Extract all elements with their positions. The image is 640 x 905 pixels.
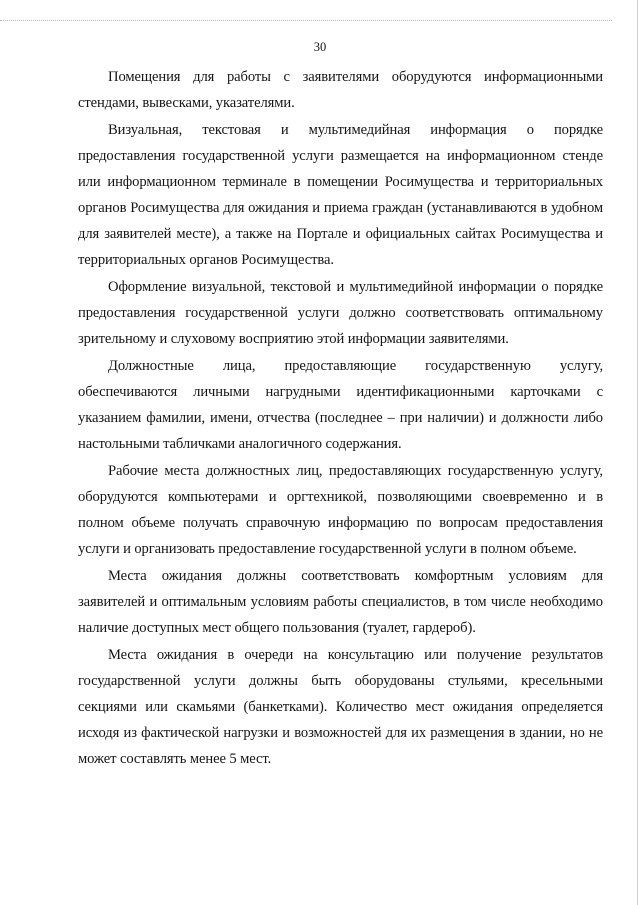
scan-edge-top [0, 20, 612, 21]
paragraph-info-stands: Помещения для работы с заявителями оборудуются информационными стендами, вывесками, указателями. [78, 69, 603, 111]
paragraph-queue-seating: Места ожидания в очереди на консультацию или получение результатов государственной услуги должны быть оборудованы стульями, кресельными секциями или скамьями (банкетками). Количество мест ожидания определяется исходя из фактической нагрузки и возможностей для их размещения в здании, но не может составлять менее 5 мест. [78, 647, 603, 767]
document-body [78, 64, 603, 773]
paragraph-workplaces-equipment: Рабочие места должностных лиц, предоставляющих государственную услугу, оборудуются компьютерами и оргтехникой, позволяющими своевременно и в полном объеме получать справочную информацию по вопросам предоставления услуги и организовать предоставление государственной услуги в полном объеме. [78, 463, 603, 557]
paragraph-visual-info-placement: Визуальная, текстовая и мультимедийная информация о порядке предоставления государственной услуги размещается на информационном стенде или информационном терминале в помещении Росимущества и территориальных органов Росимущества для ожидания и приема граждан (устанавливаются в удобном для заявителей месте), а также на Портале и официальных сайтах Росимущества и территориальных органов Росимущества. [78, 122, 603, 268]
paragraph-officials-id-cards: Должностные лица, предоставляющие государственную услугу, обеспечиваются личными нагрудными идентификационными карточками с указанием фамилии, имени, отчества (последнее – при наличии) и должности либо настольными табличками аналогичного содержания. [78, 358, 603, 452]
paragraph-waiting-areas: Места ожидания должны соответствовать комфортным условиям для заявителей и оптимальным условиям работы специалистов, в том числе необходимо наличие доступных мест общего пользования (туалет, гардероб). [78, 568, 603, 636]
paragraph-info-design: Оформление визуальной, текстовой и мультимедийной информации о порядке предоставления государственной услуги должно соответствовать оптимальному зрительному и слуховому восприятию этой информации заявителями. [78, 279, 603, 347]
scan-edge-right [637, 0, 638, 905]
page-number: 30 [313, 40, 327, 54]
